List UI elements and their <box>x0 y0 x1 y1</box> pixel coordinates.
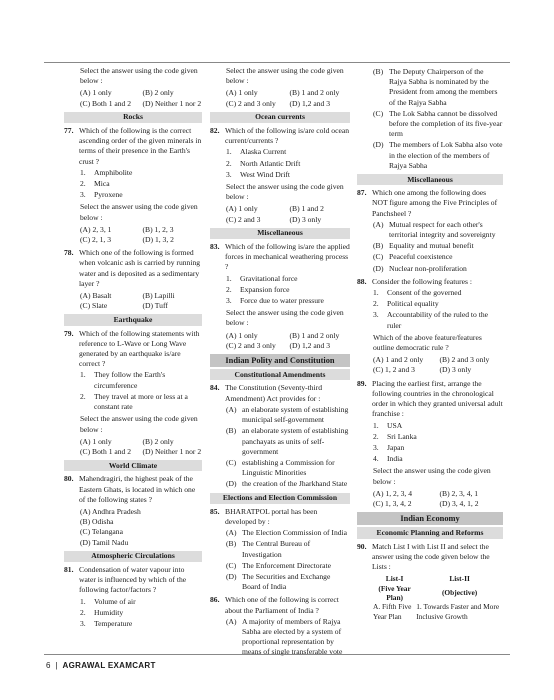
question-89 <box>357 379 503 420</box>
option: (D) Neither 1 nor 2 <box>142 446 202 456</box>
option: (B) Lapilli <box>142 291 175 301</box>
option: (B) 1 and 2 <box>289 204 324 214</box>
question-text: Condensation of water vapour into water is influenced by which of the following factor/factors ? <box>79 564 187 595</box>
statement: 4. India <box>373 454 403 464</box>
option: (C) 2 and 3 only <box>226 340 276 350</box>
options-grid <box>373 489 503 509</box>
section-heading-ocean-currents: Ocean currents <box>210 112 350 123</box>
option: (A) A majority of members of Rajya Sabha are elected by a system of proportional representation by means of single transferable vote <box>226 616 343 657</box>
option: (B) 2 only <box>142 436 174 446</box>
option: (B) 2 and 3 only <box>439 355 490 365</box>
option: (A) Basalt <box>80 291 112 301</box>
bottom-rule <box>44 654 510 655</box>
page-footer <box>46 661 156 670</box>
option: (C) Both 1 and 2 <box>80 98 132 108</box>
option: (A) 1 only <box>226 330 258 340</box>
option: (D) 1,2 and 3 <box>289 340 330 350</box>
statement: 2. Sri Lanka <box>373 431 417 441</box>
question-text: Which of the following is the correct ascending order of the given minerals in terms of their presence in the Earth's crust ? <box>79 126 202 166</box>
question-90 <box>357 542 503 573</box>
column-middle <box>210 66 350 659</box>
statement: 2. Humidity <box>80 607 124 617</box>
option: (A) Mutual respect for each other's territorial integrity and sovereignty <box>373 219 496 240</box>
option: (C) 2, 1, 3 <box>80 235 112 245</box>
question-number: 86. <box>210 595 220 605</box>
column-right <box>357 66 503 621</box>
continued-options <box>80 88 202 108</box>
option: (D) Neither 1 nor 2 <box>142 98 202 108</box>
statement: 2. North Atlantic Drift <box>226 158 301 168</box>
question-text: BHARATPOL portal has been developed by : <box>225 506 318 526</box>
question-text: Which one among the following does NOT figure among the Five Principles of Panchsheel ? <box>372 188 498 218</box>
question-84 <box>210 383 350 403</box>
answer-instruction: Which of the above feature/features outline democratic rule ? <box>373 332 482 353</box>
statement: 1. Gravitational force <box>226 273 298 283</box>
option: (C) 1, 2 and 3 <box>373 365 415 375</box>
question-83 <box>210 242 350 273</box>
question-number: 87. <box>357 188 367 198</box>
option: (D) 3, 4, 1, 2 <box>439 498 479 508</box>
question-number: 90. <box>357 541 367 551</box>
option: (C) The Enforcement Directorate <box>226 560 331 570</box>
question-number: 89. <box>357 378 367 388</box>
question-number: 78. <box>64 248 74 258</box>
question-number: 80. <box>64 474 74 484</box>
option: (C) 2 and 3 only <box>226 98 276 108</box>
option: (A) 1, 2, 3, 4 <box>373 488 413 498</box>
page-number: 6 <box>46 661 51 670</box>
statement: 3. Temperature <box>80 618 133 628</box>
question-text: Placing the earliest first, arrange the following countries in the chronological order in which they granted universal adult franchise : <box>372 378 503 419</box>
answer-instruction: Select the answer using the code given below : <box>373 466 491 486</box>
statement: 1. Consent of the governed <box>373 288 462 298</box>
question-80 <box>64 474 202 505</box>
option: (C) Both 1 and 2 <box>80 446 132 456</box>
question-88 <box>357 277 503 287</box>
list1-item: A. Fifth Five Year Plan <box>373 602 412 621</box>
option: (C) Telangana <box>80 527 123 537</box>
option: (D) 3 only <box>439 365 472 375</box>
question-number: 84. <box>210 383 220 393</box>
options-grid <box>80 437 202 457</box>
option: (B) 1 and 2 only <box>289 330 340 340</box>
section-heading-planning: Economic Planning and Reforms <box>357 527 503 538</box>
options-grid <box>226 331 350 351</box>
option: (D) 1, 3, 2 <box>142 235 174 245</box>
statement: 3. Accountability of the ruled to the ruler <box>373 310 489 330</box>
continued-instruction: Select the answer using the code given below : <box>80 66 198 86</box>
question-text: Which of the following statements with reference to L-Wave or Long Wave generated by an earthquake is/are correct ? <box>79 328 200 369</box>
question-text: Mahendragiri, the highest peak of the Eastern Ghats, is located in which one of the following states ? <box>79 474 196 504</box>
option: (C) The Lok Sabha cannot be dissolved before the completion of its five-year term <box>373 108 503 139</box>
option: (B) an elaborate system of establishing panchayats as units of self-government <box>226 426 349 456</box>
list2-heading: List-II <box>449 574 470 584</box>
chapter-band-economy: Indian Economy <box>357 512 503 525</box>
list2-subheading: (Objective) <box>441 588 478 598</box>
options-grid <box>373 355 503 375</box>
option: (D) Nuclear non-proliferation <box>373 263 467 273</box>
option: (A) 1 only <box>80 88 112 98</box>
option: (A) an elaborate system of establishing municipal self-government <box>226 404 349 425</box>
option: (A) 1 only <box>80 436 112 446</box>
option: (D) the creation of the Jharkhand State <box>226 479 348 489</box>
answer-instruction: Select the answer using the code given below : <box>80 414 198 434</box>
question-text: The Constitution (Seventy-third Amendment) Act provides for : <box>225 383 323 403</box>
question-number: 83. <box>210 242 220 252</box>
question-text: Which of the following is/are the applied forces in mechanical weathering process ? <box>225 242 350 272</box>
statement: 3. Japan <box>373 442 405 452</box>
option: (D) 3 only <box>289 214 322 224</box>
question-78 <box>64 248 202 289</box>
column-left <box>64 66 202 630</box>
section-heading-atmospheric: Atmospheric Circulations <box>64 551 202 562</box>
statement: 1. They follow the Earth's circumference <box>80 370 166 390</box>
option: (A) 1 only <box>226 204 258 214</box>
question-text: Match List I with List II and select the answer using the code given below the Lists : <box>372 541 490 571</box>
list1-heading: List-I <box>385 574 404 584</box>
statement: 3. Pyroxene <box>80 190 123 200</box>
continued-options <box>226 88 350 108</box>
section-heading-earthquake: Earthquake <box>64 314 202 325</box>
statement: 2. Mica <box>80 179 110 189</box>
options-grid <box>226 204 350 224</box>
question-text: Which one of the following is correct about the Parliament of India ? <box>225 595 339 615</box>
option: (A) Andhra Pradesh <box>80 506 141 516</box>
options-list <box>80 507 202 548</box>
question-79 <box>64 329 202 370</box>
statement: 1. Amphibolite <box>80 167 133 177</box>
question-number: 88. <box>357 276 367 286</box>
statement: 2. They travel at more or less at a constant rate <box>80 391 188 412</box>
question-number: 82. <box>210 126 220 136</box>
statement: 1. USA <box>373 420 403 430</box>
section-heading-elections: Elections and Election Commission <box>210 493 350 504</box>
question-text: Which one of the following is formed when volcanic ash is carried by running water and is deposited as a sedimentary layer ? <box>79 248 201 288</box>
statement: 1. Volume of air <box>80 596 136 606</box>
statement: 3. West Wind Drift <box>226 169 290 179</box>
section-heading-miscellaneous: Miscellaneous <box>210 228 350 239</box>
option: (B) 1, 2, 3 <box>142 224 174 234</box>
option: (D) The Securities and Exchange Board of India <box>226 571 331 592</box>
options-grid <box>80 225 202 245</box>
section-heading-world-climate: World Climate <box>64 460 202 471</box>
question-number: 85. <box>210 506 220 516</box>
question-77 <box>64 126 202 167</box>
question-86 <box>210 595 350 615</box>
question-81 <box>64 565 202 596</box>
option: (C) Peaceful coexistence <box>373 252 453 262</box>
question-number: 81. <box>64 564 74 574</box>
answer-instruction: Select the answer using the code given below : <box>226 182 344 202</box>
question-85 <box>210 507 350 527</box>
chapter-band-polity: Indian Polity and Constitution <box>210 354 350 367</box>
section-heading-amendments: Constitutional Amendments <box>210 369 350 380</box>
statement: 2. Expansion force <box>226 284 290 294</box>
option: (B) The Central Bureau of Investigation <box>226 539 311 559</box>
option: (A) 1 only <box>226 88 258 98</box>
section-heading-rocks: Rocks <box>64 112 202 123</box>
option: (C) 2 and 3 <box>226 214 261 224</box>
option: (B) 1 and 2 only <box>289 88 340 98</box>
option: (C) 1, 3, 4, 2 <box>373 498 412 508</box>
option: (D) Tuff <box>142 301 168 311</box>
answer-instruction: Select the answer using the code given below : <box>226 308 344 328</box>
option: (D) The members of Lok Sabha also vote in the election of the members of Rajya Sabha <box>373 140 503 170</box>
option: (C) establishing a Commission for Linguistic Minorities <box>226 457 335 478</box>
brand-name: AGRAWAL EXAMCART <box>62 661 156 670</box>
option: (A) 2, 3, 1 <box>80 224 112 234</box>
match-lists-table <box>373 574 503 621</box>
options-grid <box>80 291 202 311</box>
option: (B) The Deputy Chairperson of the Rajya Sabha is nominated by the President from among the members of the Rajya Sabha <box>373 67 498 107</box>
list2-item: 1. Towards Faster and More Inclusive Growth <box>416 602 500 621</box>
footer-separator: | <box>55 661 58 670</box>
question-87 <box>357 188 503 219</box>
option: (C) Slate <box>80 301 108 311</box>
answer-instruction: Select the answer using the code given below : <box>80 202 198 222</box>
statement: 2. Political equality <box>373 299 439 309</box>
question-text: Consider the following features : <box>372 276 472 286</box>
continued-instruction: Select the answer using the code given below : <box>226 66 344 86</box>
section-heading-miscellaneous: Miscellaneous <box>357 174 503 185</box>
statement: 3. Force due to water pressure <box>226 296 324 306</box>
option: (B) 2, 3, 4, 1 <box>439 488 479 498</box>
option: (B) Odisha <box>80 517 114 527</box>
question-number: 77. <box>64 126 74 136</box>
option: (A) The Election Commission of India <box>226 528 348 538</box>
question-text: Which of the following is/are cold ocean current/currents ? <box>225 126 349 146</box>
question-number: 79. <box>64 328 74 338</box>
top-rule <box>44 62 510 63</box>
statement: 1. Alaska Current <box>226 147 287 157</box>
question-82 <box>210 126 350 146</box>
option: (D) Tamil Nadu <box>80 537 129 547</box>
list1-subheading: (Five Year Plan) <box>378 583 411 602</box>
option: (D) 1,2 and 3 <box>289 98 330 108</box>
option: (B) 2 only <box>142 88 174 98</box>
option: (B) Equality and mutual benefit <box>373 241 474 251</box>
option: (A) 1 and 2 only <box>373 355 424 365</box>
